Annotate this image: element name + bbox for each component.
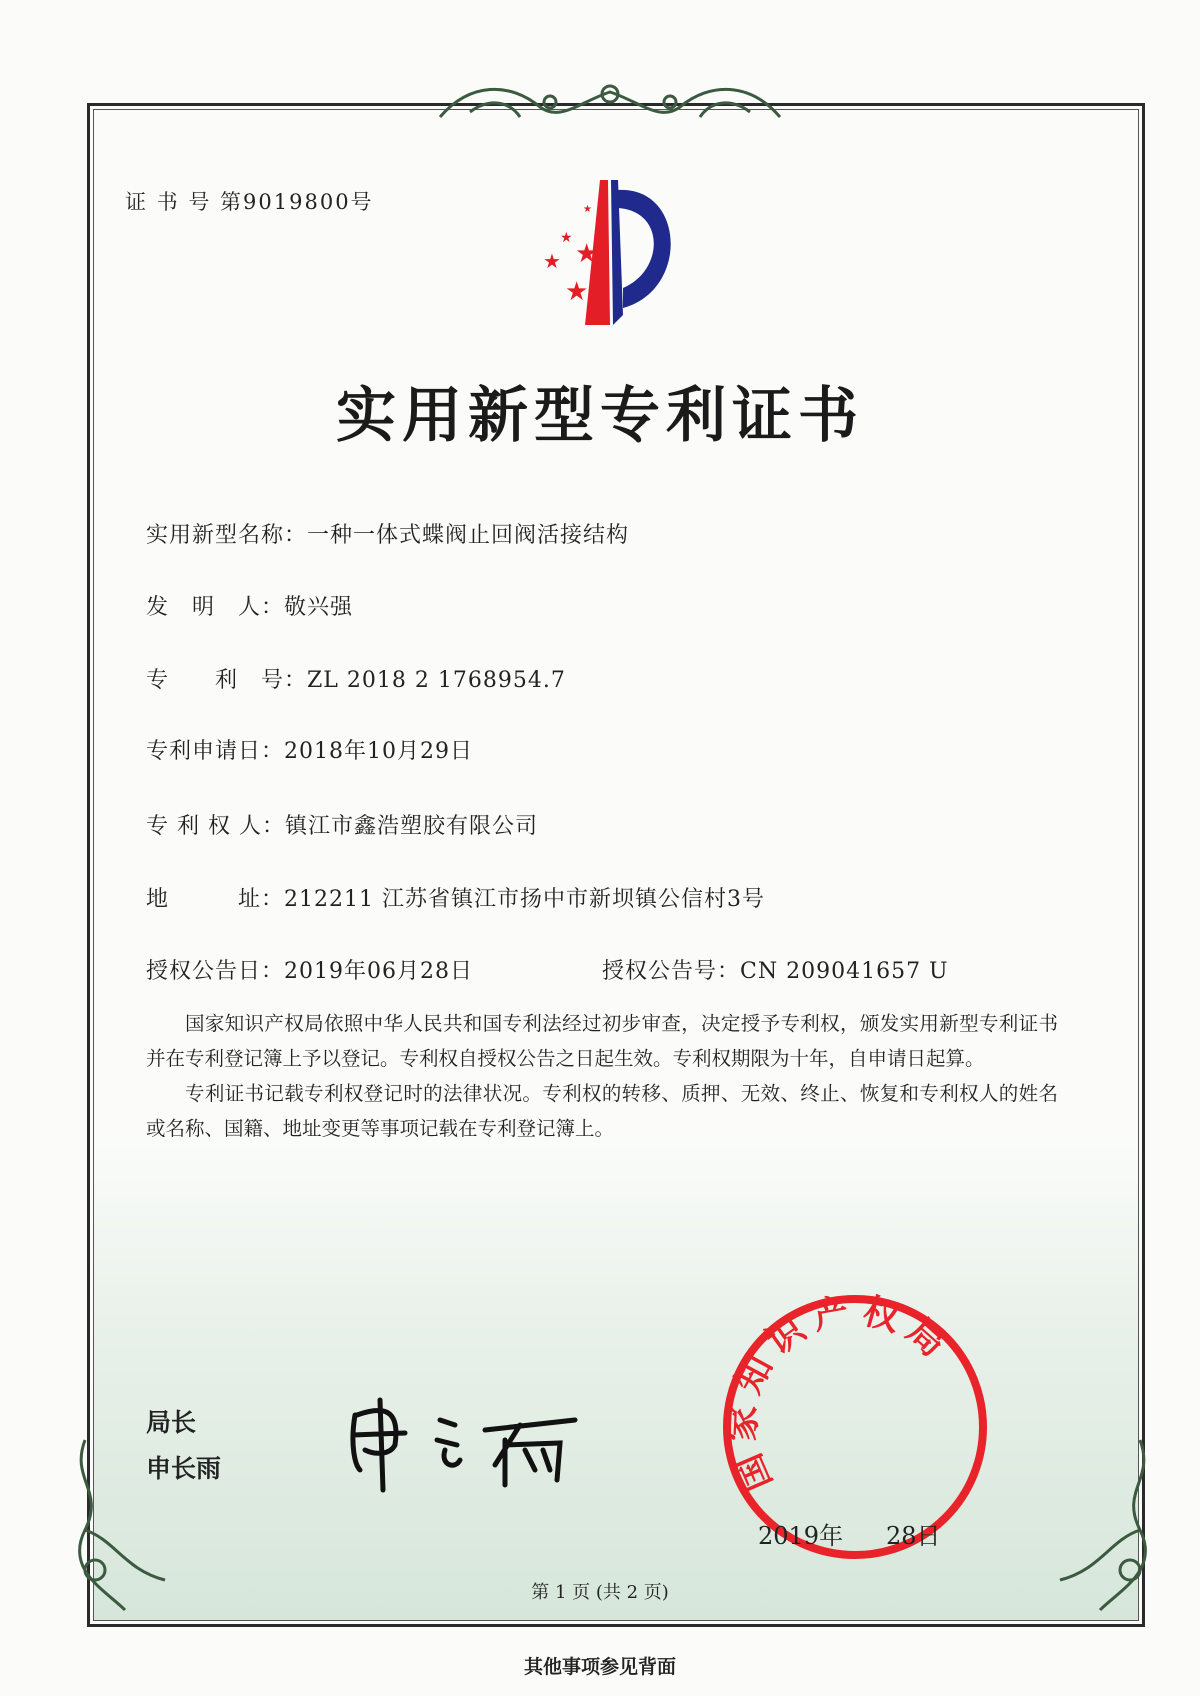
svg-text:★: ★ bbox=[575, 239, 599, 269]
field-value: 2019年06月28日 bbox=[284, 959, 473, 984]
field-value: 敬兴强 bbox=[284, 595, 354, 620]
certificate-statement bbox=[146, 1006, 1058, 1146]
field-address bbox=[146, 882, 765, 913]
svg-text:国家知识产权局 bbox=[722, 1290, 960, 1497]
field-value: CN 209041657 U bbox=[740, 959, 949, 984]
svg-text:★: ★ bbox=[543, 249, 561, 273]
field-grant-date bbox=[146, 954, 473, 985]
field-utility-model-name bbox=[146, 518, 629, 549]
field-label: 专利申请日： bbox=[146, 739, 285, 764]
seal-text: 国家知识产权局 bbox=[722, 1290, 960, 1497]
field-label: 授权公告号： bbox=[602, 959, 741, 984]
field-grant-pub-number bbox=[602, 954, 949, 985]
field-label: 发 明 人： bbox=[146, 595, 285, 620]
footer-note: 其他事项参见背面 bbox=[523, 1656, 676, 1678]
certificate-number: 证 书 号 第9019800号 bbox=[125, 190, 374, 214]
svg-text:★: ★ bbox=[583, 204, 592, 215]
field-value: 212211 江苏省镇江市扬中市新坝镇公信村3号 bbox=[284, 887, 765, 912]
seal-date-day: 28日 bbox=[886, 1522, 941, 1550]
field-value: 一种一体式蝶阀止回阀活接结构 bbox=[307, 523, 630, 548]
field-label: 专 利 权 人： bbox=[146, 814, 285, 839]
signatory-title: 局长 bbox=[146, 1408, 197, 1437]
field-label: 专 利 号： bbox=[146, 668, 308, 693]
seal-date-year: 2019年 bbox=[758, 1522, 844, 1550]
certificate-title: 实用新型专利证书 bbox=[336, 381, 864, 451]
svg-text:★: ★ bbox=[560, 230, 573, 246]
field-value: 2018年10月29日 bbox=[284, 739, 473, 764]
field-patent-number bbox=[146, 663, 566, 694]
field-application-date bbox=[146, 734, 473, 765]
official-seal bbox=[718, 1290, 992, 1564]
page-indicator: 第 1 页 (共 2 页) bbox=[531, 1582, 669, 1603]
field-label: 实用新型名称： bbox=[146, 523, 308, 548]
field-patentee bbox=[146, 809, 538, 840]
field-value: 镇江市鑫浩塑胶有限公司 bbox=[284, 814, 538, 839]
top-ornament bbox=[430, 72, 790, 132]
cnipa-logo bbox=[515, 180, 715, 330]
statement-paragraph: 国家知识产权局依照中华人民共和国专利法经过初步审查，决定授予专利权，颁发实用新型专利证书并在专利登记簿上予以登记。专利权自授权公告之日起生效。专利权期限为十年，自申请日起算。 bbox=[146, 1012, 1058, 1070]
handwritten-signature bbox=[345, 1395, 605, 1495]
signatory-name: 申长雨 bbox=[146, 1454, 222, 1483]
field-label: 授权公告日： bbox=[146, 959, 285, 984]
svg-text:★: ★ bbox=[565, 277, 589, 307]
field-value: ZL 2018 2 1768954.7 bbox=[307, 668, 566, 693]
statement-paragraph: 专利证书记载专利权登记时的法律状况。专利权的转移、质押、无效、终止、恢复和专利权人的姓名或名称、国籍、地址变更等事项记载在专利登记簿上。 bbox=[146, 1082, 1058, 1140]
field-inventor bbox=[146, 590, 353, 621]
field-label: 地 址： bbox=[146, 887, 285, 912]
